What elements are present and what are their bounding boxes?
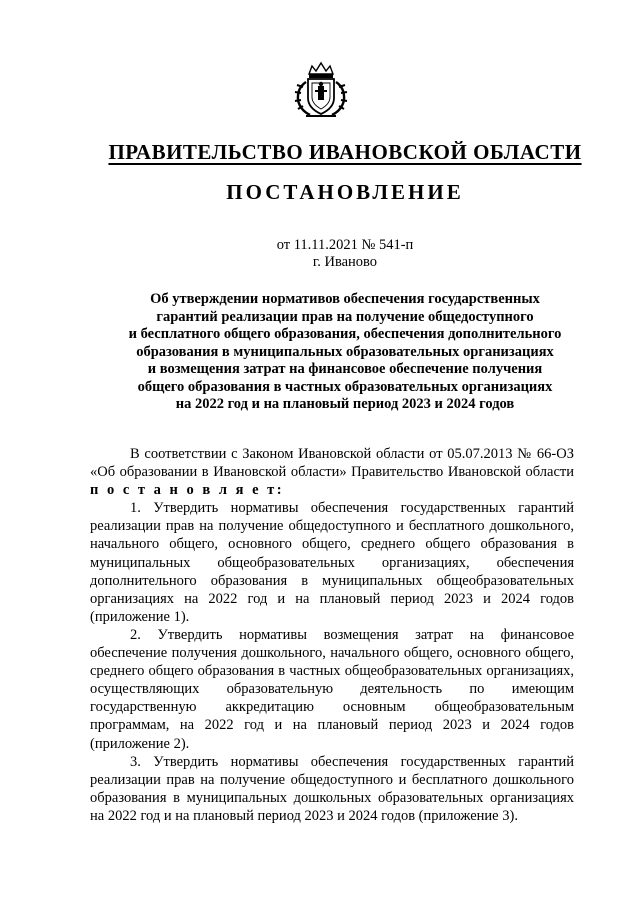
- resolves-word: п о с т а н о в л я е т:: [90, 482, 285, 499]
- subject-line: и возмещения затрат на финансовое обеспечение получения: [147, 361, 543, 377]
- subject-line: и бесплатного общего образования, обеспечения дополнительного: [128, 326, 562, 342]
- ivanovo-coat-of-arms-icon: [290, 60, 352, 122]
- preamble-paragraph: [90, 445, 574, 499]
- subject-line: на 2022 год и на плановый период 2023 и 2024 годов: [175, 396, 515, 412]
- subject-line: Об утверждении нормативов обеспечения государственных: [150, 291, 540, 307]
- subject-line: общего образования в частных образовательных организациях: [137, 378, 553, 395]
- subject-line: гарантий реализации прав на получение общедоступного: [156, 308, 534, 325]
- government-title: ПРАВИТЕЛЬСТВО ИВАНОВСКОЙ ОБЛАСТИ: [108, 140, 582, 164]
- document-subject: [60, 291, 630, 414]
- document-body: [90, 445, 574, 825]
- subject-line: образования в муниципальных образовательных организациях: [136, 343, 554, 360]
- document-meta: [60, 237, 630, 271]
- clause-paragraph: 1. Утвердить нормативы обеспечения государственных гарантий реализации прав на получение общедоступного и бесплатного дошкольного, начального общего, основного общего, среднего общего образования в муниципальных общеобразовательных организациях, обеспечения дополнительного образования в муниципальных общеобразовательных организациях на 2022 год и на плановый период 2023 и 2024 годов (приложение 1).: [90, 500, 574, 625]
- document-type-title: ПОСТАНОВЛЕНИЕ: [226, 180, 464, 204]
- date-number: от 11.11.2021 № 541-п: [276, 237, 414, 253]
- clause-paragraph: 2. Утвердить нормативы возмещения затрат на финансовое обеспечение получения дошкольного, начального общего, основного общего, среднего общего образования в частных общеобразовательных организациях, осуществляющих образовательную деятельность по имеющим государственную аккредитацию основным общеобразовательным программам, на 2022 год и на плановый период 2023 и 2024 годов (приложение 2).: [90, 626, 574, 752]
- city: г. Иваново: [312, 254, 378, 270]
- clause-paragraph: 3. Утвердить нормативы обеспечения государственных гарантий реализации прав на получение общедоступного и бесплатного дошкольного образования в муниципальных дошкольных образовательных организациях на 2022 год и на плановый период 2023 и 2024 годов (приложение 3).: [90, 753, 574, 824]
- preamble-text: В соответствии с Законом Ивановской области от 05.07.2013 № 66-ОЗ «Об образовании в Ивановской области» Правительство Ивановской области: [90, 446, 574, 481]
